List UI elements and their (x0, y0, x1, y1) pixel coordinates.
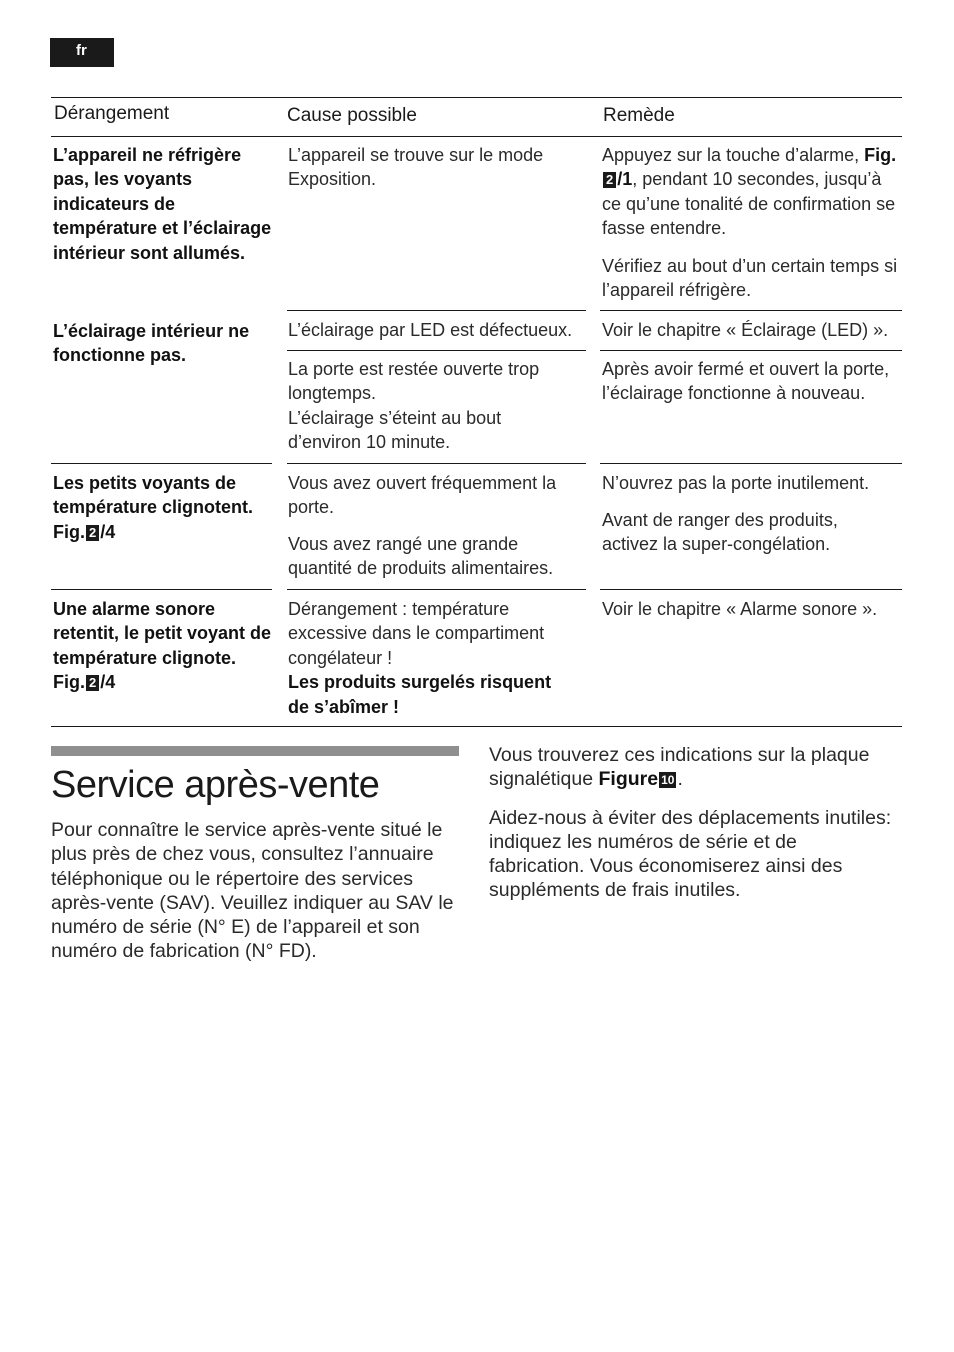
row-4-problem (53, 597, 273, 695)
table-top-rule (51, 97, 902, 98)
header-remedy: Remède (603, 105, 675, 126)
row-2-rule-cause (287, 463, 586, 464)
row-3-problem-fig-suffix: /4 (100, 521, 116, 542)
row-1-remedy-1-post: , pendant 10 secondes, jusqu’à ce qu’une tonalité de confirmation se fasse entendre. (602, 169, 896, 239)
service-left-paragraph (51, 818, 461, 964)
row-3-problem (53, 471, 268, 544)
row-1-rule-remedy (600, 310, 902, 311)
figure-2-badge: 2 (603, 172, 616, 188)
row-1-remedy-fig-suffix: /1 (617, 169, 633, 190)
row-4-remedy: Voir le chapitre « Alarme sonore ». (602, 599, 878, 619)
row-3-cause-1: Vous avez ouvert fréquemment la porte. (288, 473, 557, 518)
figure-10-badge: 10 (661, 773, 675, 788)
figure-2-badge: 2 (86, 525, 99, 541)
row-2-problem: L’éclairage intérieur ne fonctionne pas. (53, 321, 250, 366)
row-2-cause-1: L’éclairage par LED est défectueux. (288, 320, 573, 340)
row-4-cause (288, 597, 573, 719)
section-bar (51, 746, 459, 756)
figure-label: Figure (598, 768, 659, 791)
service-right-p1-text: Vous trouverez ces indications sur la plaque signalétique (489, 744, 870, 791)
row-1-remedy-2: Vérifiez au bout d’un certain temps si l’appareil réfrigère. (602, 256, 898, 301)
row-2-inner-rule-cause (287, 350, 586, 351)
service-right-paragraph-2: Aidez-nous à éviter des déplacements inutiles: indiquez les numéros de série et de fabrication. Vous économiserez ainsi des suppléments de frais inutiles. (489, 806, 892, 902)
row-1-rule-cause (287, 310, 586, 311)
row-2-rule-problem (51, 463, 272, 464)
service-right-p1-end: . (677, 768, 683, 791)
row-3-remedy-2: Avant de ranger des produits, activez la super-congélation. (602, 510, 838, 555)
table-header-rule (51, 136, 902, 137)
header-cause: Cause possible (287, 105, 417, 126)
service-left-text: Pour connaître le service après-vente situé le plus près de chez vous, consultez l’annuaire téléphonique ou le répertoire des services après-vente (SAV). Veuillez indiquer au SAV le numéro de série (N° E) de l’appareil et son numéro de fabrication (N° FD). (51, 819, 454, 963)
row-3-remedy-1: N’ouvrez pas la porte inutilement. (602, 473, 870, 493)
row-2-cause-2a: La porte est restée ouverte trop longtemps. (288, 359, 540, 404)
row-3-problem-fig-label: Fig. (53, 521, 85, 542)
row-1-remedy-1 (602, 143, 898, 241)
row-3-rule-remedy (600, 589, 902, 590)
row-1-cause: L’appareil se trouve sur le mode Exposition. (288, 145, 544, 190)
row-4-problem-fig-suffix: /4 (100, 672, 116, 693)
row-3-rule-cause (287, 589, 586, 590)
row-4-problem-fig-label: Fig. (53, 672, 85, 693)
row-1-remedy-1-pre: Appuyez sur la touche d’alarme, (602, 145, 860, 165)
row-2-remedy-1: Voir le chapitre « Éclairage (LED) ». (602, 320, 889, 340)
row-3-cause-2: Vous avez rangé une grande quantité de produits alimentaires. (288, 534, 554, 579)
row-2-remedy-2: Après avoir fermé et ouvert la porte, l’éclairage fonctionne à nouveau. (602, 359, 890, 404)
row-2-cause-2b: L’éclairage s’éteint au bout d’environ 10 minute. (288, 408, 502, 453)
row-3-problem-text: Les petits voyants de température clignotent. (53, 473, 254, 518)
row-1-problem: L’appareil ne réfrigère pas, les voyants indicateurs de température et l’éclairage intérieur sont allumés. (53, 145, 272, 263)
header-problem: Dérangement (54, 103, 170, 124)
service-right-column (489, 743, 894, 903)
row-4-cause-normal: Dérangement : température excessive dans le compartiment congélateur ! (288, 599, 545, 668)
row-1-remedy-fig-label: Fig. (864, 145, 897, 165)
section-title: Service après-vente (51, 764, 380, 806)
language-tab: fr (50, 38, 114, 67)
row-4-cause-warning: Les produits surgelés risquent de s’abîmer ! (288, 672, 552, 717)
service-right-paragraph-1 (489, 743, 894, 792)
row-3-rule-problem (51, 589, 272, 590)
row-2-inner-rule-remedy (600, 350, 902, 351)
figure-2-badge: 2 (86, 675, 99, 691)
row-2-rule-remedy (600, 463, 902, 464)
row-4-problem-text: Une alarme sonore retentit, le petit voyant de température clignote. (53, 599, 272, 668)
table-bottom-rule (51, 726, 902, 727)
